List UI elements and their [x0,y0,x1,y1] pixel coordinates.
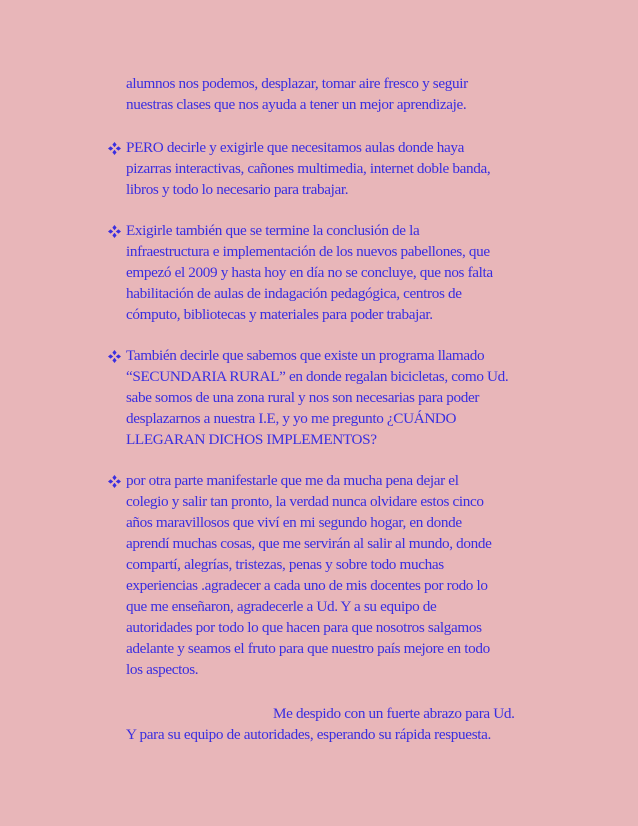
bullet-2-line: infraestructura e implementación de los nuevos pabellones, que [126,243,490,260]
bullet-3-line: LLEGARAN DICHOS IMPLEMENTOS? [126,431,377,448]
diamond-bullet-icon [108,225,121,238]
bullet-4-line: por otra parte manifestarle que me da mucha pena dejar el [126,472,459,489]
bullet-4-line: los aspectos. [126,661,199,678]
bullet-1-line: libros y todo lo necesario para trabajar. [126,181,349,198]
diamond-bullet-icon [108,350,121,363]
closing-line: Y para su equipo de autoridades, esperando su rápida respuesta. [126,726,491,743]
bullet-3-line: “SECUNDARIA RURAL” en donde regalan bicicletas, como Ud. [126,368,509,385]
bullet-4-line: adelante y seamos el fruto para que nuestro país mejore en todo [126,640,490,657]
intro-line: nuestras clases que nos ayuda a tener un mejor aprendizaje. [126,96,467,113]
bullet-4-line: aprendí muchas cosas, que me servirán al salir al mundo, donde [126,535,492,552]
bullet-2-line: Exigirle también que se termine la conclusión de la [126,222,420,239]
bullet-1-line: pizarras interactivas, cañones multimedia, internet doble banda, [126,160,491,177]
bullet-3-line: sabe somos de una zona rural y nos son necesarias para poder [126,389,480,406]
bullet-2-line: habilitación de aulas de indagación pedagógica, centros de [126,285,462,302]
bullet-4-line: autoridades por todo lo que hacen para que nosotros salgamos [126,619,482,636]
bullet-3-line: desplazarnos a nuestra I.E, y yo me pregunto ¿CUÁNDO [126,410,457,427]
bullet-4-line: compartí, alegrías, tristezas, penas y sobre todo muchas [126,556,444,573]
bullet-2-line: cómputo, bibliotecas y materiales para poder trabajar. [126,306,433,323]
bullet-4-line: experiencias .agradecer a cada uno de mis docentes por rodo lo [126,577,488,594]
diamond-bullet-icon [108,142,121,155]
intro-line: alumnos nos podemos, desplazar, tomar aire fresco y seguir [126,75,468,92]
closing-line: Me despido con un fuerte abrazo para Ud. [273,705,515,722]
bullet-2-line: empezó el 2009 y hasta hoy en día no se concluye, que nos falta [126,264,493,281]
bullet-4-line: que me enseñaron, agradecerle a Ud. Y a su equipo de [126,598,437,615]
bullet-3-line: También decirle que sabemos que existe un programa llamado [126,347,485,364]
bullet-1-line: PERO decirle y exigirle que necesitamos aulas donde haya [126,139,465,156]
diamond-bullet-icon [108,475,121,488]
bullet-4-line: colegio y salir tan pronto, la verdad nunca olvidare estos cinco [126,493,484,510]
bullet-4-line: años maravillosos que viví en mi segundo hogar, en donde [126,514,462,531]
